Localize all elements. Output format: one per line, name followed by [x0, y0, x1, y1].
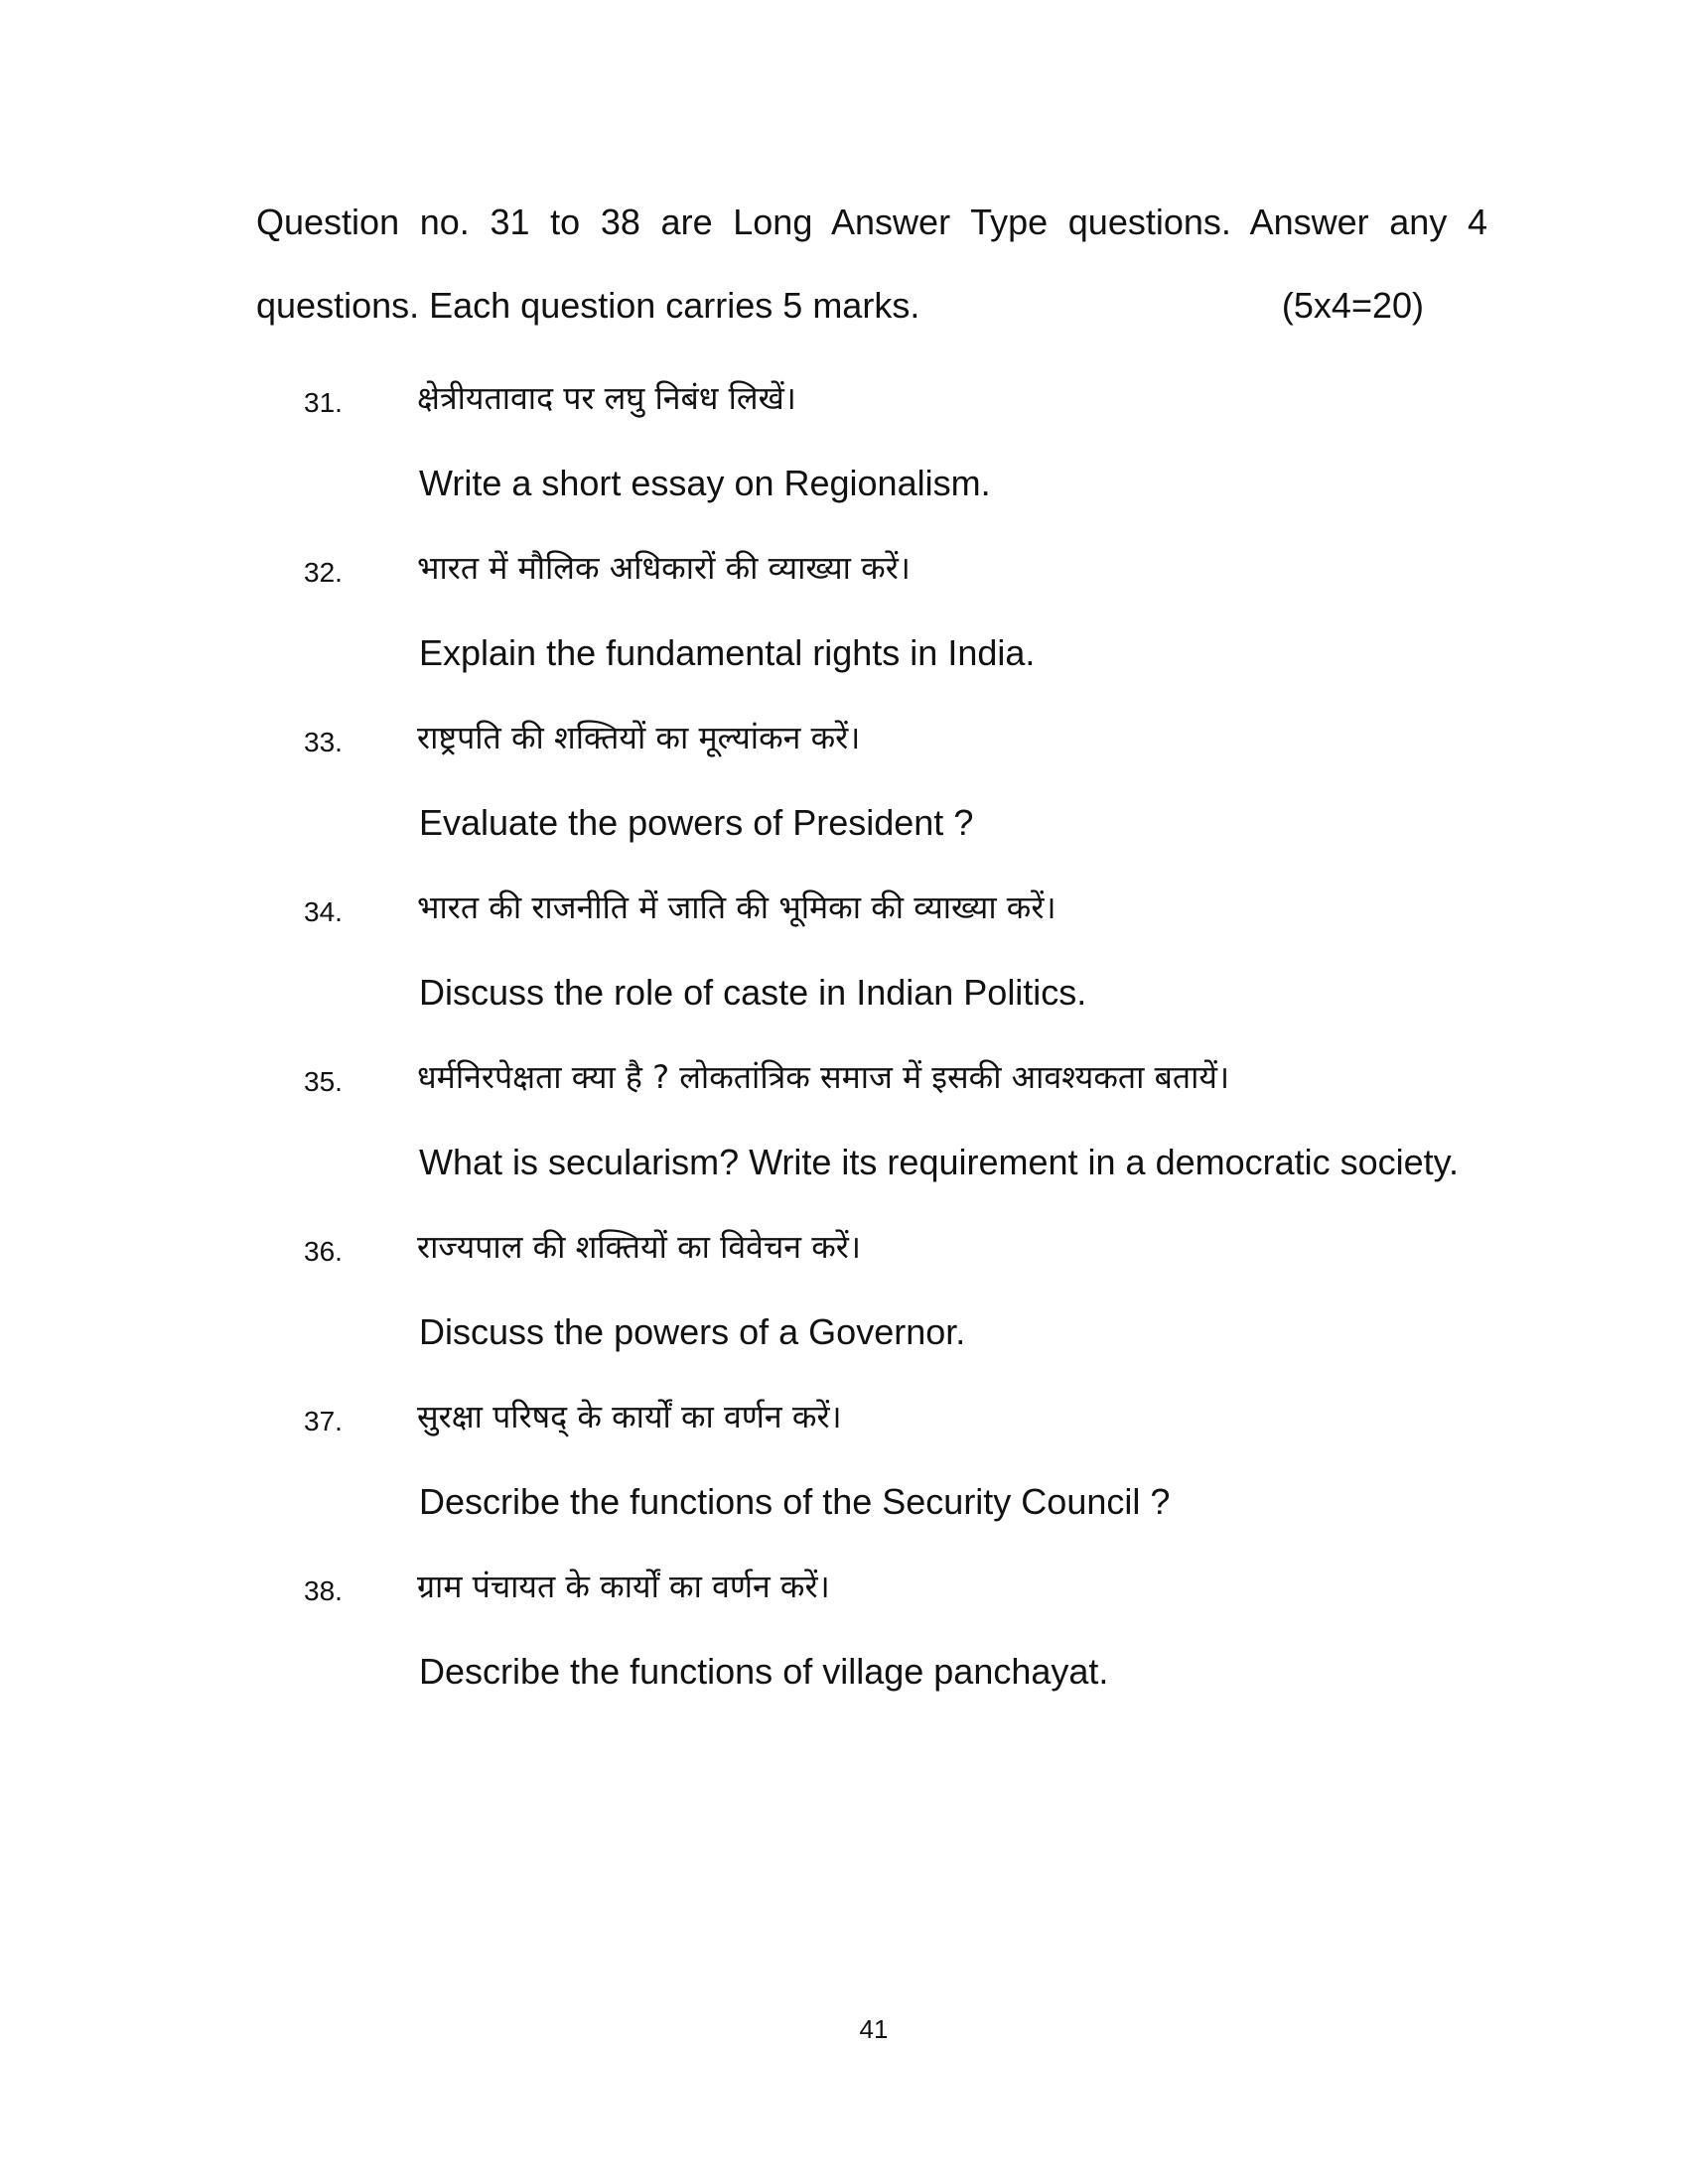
question-number: 32.: [304, 557, 343, 588]
instructions-line-1: Question no. 31 to 38 are Long Answer Type questions. Answer any 4: [256, 202, 1487, 242]
question-number: 38.: [304, 1575, 343, 1606]
question-text-english: What is secularism? Write its requirement in a democratic society.: [419, 1142, 1460, 1182]
question-text-english: Discuss the role of caste in Indian Politics.: [419, 972, 1087, 1013]
question-text-english: Write a short essay on Regionalism.: [419, 463, 991, 503]
question-text-english: Describe the functions of the Security Council ?: [419, 1481, 1171, 1522]
question-item: [298, 539, 1509, 709]
question-text-english: Evaluate the powers of President ?: [419, 802, 974, 843]
question-text-hindi: भारत में मौलिक अधिकारों की व्याख्या करें।: [417, 549, 911, 587]
question-text-hindi: धर्मनिरपेक्षता क्या है ? लोकतांत्रिक समाज में इसकी आवश्यकता बतायें।: [417, 1058, 1230, 1096]
question-item: [298, 879, 1509, 1048]
question-number: 31.: [304, 387, 343, 418]
question-list: [298, 369, 1509, 1727]
question-text-hindi: राष्ट्रपति की शक्तियों का मूल्यांकन करें।: [417, 719, 861, 756]
section-instructions: [256, 181, 1487, 347]
question-text-english: Describe the functions of village panchayat.: [419, 1651, 1109, 1692]
question-number: 33.: [304, 727, 343, 757]
question-item: [298, 369, 1509, 539]
marks-allocation: (5x4=20): [1281, 285, 1424, 326]
question-number: 35.: [304, 1066, 343, 1097]
question-number: 36.: [304, 1236, 343, 1267]
question-item: [298, 1048, 1509, 1218]
question-text-hindi: भारत की राजनीति में जाति की भूमिका की व्याख्या करें।: [417, 888, 1056, 926]
question-number: 37.: [304, 1406, 343, 1436]
question-item: [298, 1558, 1509, 1727]
question-text-english: Explain the fundamental rights in India.: [419, 632, 1036, 673]
instructions-line-2: [256, 264, 1424, 347]
question-item: [298, 1388, 1509, 1558]
question-text-hindi: राज्यपाल की शक्तियों का विवेचन करें।: [417, 1228, 862, 1266]
page-number: 41: [859, 2014, 889, 2044]
question-number: 34.: [304, 896, 343, 927]
instructions-line-2-text: questions. Each question carries 5 marks.: [256, 285, 920, 326]
question-item: [298, 1218, 1509, 1388]
question-text-english: Discuss the powers of a Governor.: [419, 1311, 966, 1352]
question-text-hindi: क्षेत्रीयतावाद पर लघु निबंध लिखें।: [417, 379, 796, 417]
question-text-hindi: ग्राम पंचायत के कार्यों का वर्णन करें।: [417, 1568, 830, 1605]
question-text-hindi: सुरक्षा परिषद् के कार्यों का वर्णन करें।: [417, 1398, 842, 1435]
question-item: [298, 709, 1509, 879]
